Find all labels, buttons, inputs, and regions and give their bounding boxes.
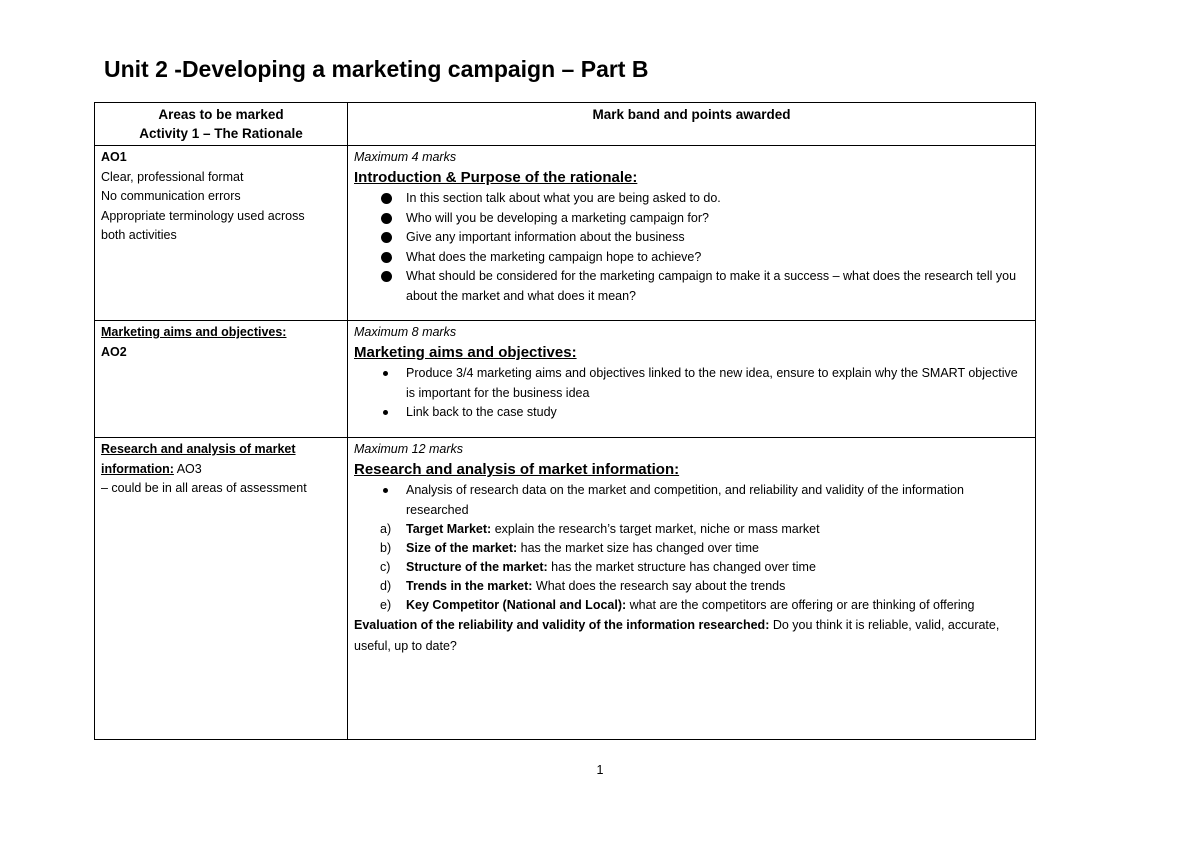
- evaluation-text: Do you think it is reliable, valid, accurate, useful, up to date?: [354, 618, 1000, 653]
- evaluation-term: Evaluation of the reliability and validity of the information researched:: [354, 618, 770, 632]
- item-text: explain the research’s target market, niche or mass market: [491, 522, 820, 536]
- area-criterion: No communication errors: [101, 189, 241, 203]
- item-term: Target Market:: [406, 522, 492, 536]
- areas-header-cell: [95, 103, 348, 146]
- item-text: has the market structure has changed over time: [547, 560, 816, 574]
- section-title: Research and analysis of market information:: [354, 461, 680, 478]
- list-item: What should be considered for the marketing campaign to make it a success – what does the research tell you about the market and what does it mean?: [354, 267, 1029, 306]
- mark-band-header: Mark band and points awarded: [592, 107, 791, 122]
- area-criterion: Clear, professional format: [101, 169, 244, 184]
- list-item: What does the marketing campaign hope to achieve?: [354, 248, 1029, 268]
- item-term: Trends in the market:: [406, 579, 533, 593]
- list-item: Link back to the case study: [354, 403, 1029, 423]
- item-label: a): [380, 522, 392, 536]
- list-item: [354, 539, 1029, 558]
- table-row: [95, 321, 1036, 438]
- list-item: Who will you be developing a marketing campaign for?: [354, 209, 1029, 229]
- section-title: Marketing aims and objectives:: [354, 344, 577, 361]
- item-label: c): [380, 560, 391, 574]
- item-label: e): [380, 598, 392, 612]
- areas-header-line1: Areas to be marked: [158, 107, 284, 122]
- bullet-list: [354, 189, 1029, 306]
- mark-band-cell-ao2: [348, 321, 1036, 438]
- area-note: – could be in all areas of assessment: [101, 481, 307, 495]
- area-criterion: both activities: [101, 228, 177, 242]
- area-cell-ao1: [95, 146, 348, 321]
- page-title: Unit 2 -Developing a marketing campaign – Part B: [104, 56, 649, 82]
- item-label: b): [380, 541, 392, 555]
- bullet-list: [354, 364, 1029, 423]
- item-term: Key Competitor (National and Local):: [406, 598, 627, 612]
- area-code: AO1: [101, 150, 127, 164]
- item-term: Structure of the market:: [406, 560, 548, 574]
- max-marks: Maximum 12 marks: [354, 442, 464, 456]
- section-title: Introduction & Purpose of the rationale:: [354, 169, 638, 186]
- item-text: what are the competitors are offering or are thinking of offering: [626, 598, 975, 612]
- max-marks: Maximum 4 marks: [354, 150, 457, 164]
- table-row: [95, 146, 1036, 321]
- list-item: In this section talk about what you are being asked to do.: [354, 189, 1029, 209]
- areas-header-line2: Activity 1 – The Rationale: [139, 126, 303, 141]
- max-marks: Maximum 8 marks: [354, 325, 457, 339]
- list-item: Produce 3/4 marketing aims and objectives linked to the new idea, ensure to explain why the SMART objective is important for the business idea: [354, 364, 1029, 403]
- list-item: [354, 577, 1029, 596]
- marking-rubric-table: [94, 102, 1036, 740]
- list-item: Analysis of research data on the market and competition, and reliability and validity of the information researched: [354, 481, 1029, 520]
- list-item: [354, 520, 1029, 539]
- sub-item-list: [354, 520, 1029, 615]
- item-text: has the market size has changed over time: [517, 541, 759, 555]
- area-cell-ao3: [95, 438, 348, 740]
- area-cell-ao2: [95, 321, 348, 438]
- area-code: AO3: [173, 461, 202, 476]
- area-code: AO2: [101, 344, 127, 359]
- list-item: [354, 558, 1029, 577]
- item-label: d): [380, 579, 392, 593]
- area-title: Research and analysis of market: [101, 442, 296, 456]
- area-title-cont: information:: [101, 461, 174, 476]
- evaluation-paragraph: [354, 615, 1029, 657]
- list-item: Give any important information about the business: [354, 228, 1029, 248]
- item-term: Size of the market:: [406, 541, 518, 555]
- item-text: What does the research say about the trends: [532, 579, 786, 593]
- list-item: [354, 596, 1029, 615]
- table-row: [95, 438, 1036, 740]
- mark-band-cell-ao3: [348, 438, 1036, 740]
- page-number: 1: [596, 763, 604, 777]
- mark-band-cell-ao1: [348, 146, 1036, 321]
- bullet-list: [354, 481, 1029, 520]
- area-criterion: Appropriate terminology used across: [101, 208, 305, 223]
- table-header-row: [95, 103, 1036, 146]
- area-title: Marketing aims and objectives:: [101, 325, 287, 339]
- mark-band-header-cell: [348, 103, 1036, 146]
